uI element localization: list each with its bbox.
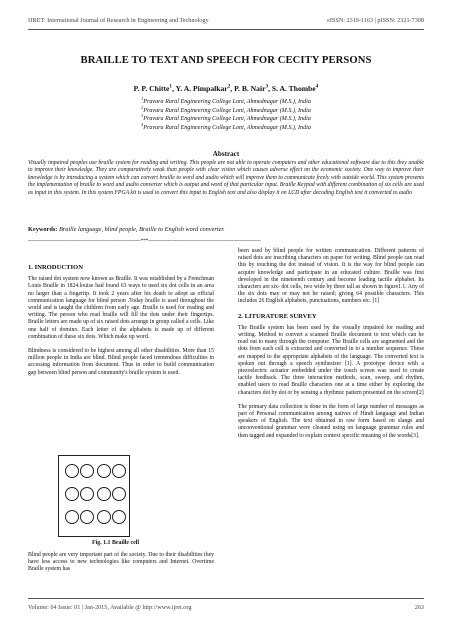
braille-dot: [80, 487, 94, 501]
affiliation: $^1$Pravara Rural Engineering College Loni, Ahmednagar (M.S.), India: [141, 95, 311, 105]
braille-dot: [65, 510, 79, 524]
paragraph: The primary data collection is done in the form of large number of messages as part of Personal communication among natives of Hindi language and Indian speakers of English. The text obtained in raw form based on slangs and unconventional grammar were cleaned using on language grammar rules and then tagged and expanded to explain context specific meaning of the words[3].: [238, 403, 424, 439]
footer-rule: [28, 598, 424, 599]
section-heading-literature-survey: 2. LITURATURE SURVEY: [238, 312, 317, 320]
author-name: S. A. Thombe: [271, 84, 316, 93]
paper-title: BRAILLE TO TEXT AND SPEECH FOR CECITY PERSONS: [80, 55, 372, 66]
affiliation: $^3$Pravara Rural Engineering College Loni, Ahmednagar (M.S.), India: [141, 113, 311, 123]
section-separator: ---------------------------------------------------------------------***---------------------------------------------------------------------: [28, 238, 261, 244]
right-column: [238, 248, 424, 447]
affiliations: [28, 95, 424, 132]
paragraph: Blind people are very important part of the society. Due to their disabilities they have less access to new technologies like computers and Internet. Overtime Braille system has: [28, 552, 214, 573]
journal-name: IJRET: International Journal of Research in Engineering and Technology: [28, 17, 209, 24]
abstract-heading: Abstract: [212, 150, 240, 158]
author-name: P. B. Nair: [234, 84, 266, 93]
left-column: [28, 264, 214, 384]
braille-dot: [80, 464, 94, 478]
issn: eISSN: 2319-1163 | pISSN: 2321-7308: [327, 17, 424, 24]
volume-info: Volume: 04 Issue: 01 | Jan-2015, Available @ http://www.ijret.org: [28, 604, 192, 611]
braille-dot: [97, 510, 111, 524]
paragraph: The raised dot system now known as Braille. It was established by a Frenchman Louis Braille in 1824.louise had found 63 ways to used six dot cells in an area no larger than a fingertip. It took 2 years after his death to adopt as official communication language for blind person .Today braille is used throughout the world and is taught the children from early age. Braille is used for reading and writing. The person who read braille will fill the dots under their fingertips. Braille letters are made up of six raised dots arrange in group called a cells. Like one half of domino. Each letter of the alphabets is made up of different combination of these six dots. Which make up word.: [28, 276, 214, 340]
braille-dot: [112, 487, 126, 501]
abstract-text: Visually impaired peoples use braille system for reading and writing. This people are not able to operate computers and other educational software due to this they unable to improve their knowledge. They are comparatively weak than people with clear vision which causes adverse effect on the economic society. One way to improve their knowledge is by introducing a system which can convert braille to word and audio which will improve them to communicate freely with outside world. This system presents the implementation of braille to word and audio converter which is output and word of that particular input. Braille Keypad with different combination of six cells are used as input in this system. In this system FPGA kit is used to convert this input to English text and also display it on LCD after decoding English text it converted to audio: [28, 160, 424, 196]
author-name: Y. A. Pimpalkar: [175, 84, 228, 93]
keywords-label: Keywords:: [28, 226, 58, 233]
braille-dot: [65, 464, 79, 478]
affiliation: $^2$Pravara Rural Engineering College Loni, Ahmednagar (M.S.), India: [141, 104, 311, 114]
braille-dot: [112, 510, 126, 524]
braille-dot: [65, 487, 79, 501]
braille-dot: [97, 487, 111, 501]
paragraph: The Braille system has been used by the visually impaired for reading and writing. Method to convert a scanned Braille document to text which can be read out to many through the computer. The Braille cells are segmented and the dots from each cell is extracted and converted in to a number sequence. These are mapped to the appropriate alphabets of the language. The converted text is spoken out through a speech synthesizer [1]. A prototype device with a piezoelectric actuator embedded under the touch screen was used to create tactile feedback. The three interaction methods, scan, sweep, and rhythm, enabled users to read Braille characters one at a time either by exploring the characters dot by dot or by sensing a rhythmic pattern presented on the screen[2]: [238, 324, 424, 396]
braille-cell-figure: [58, 455, 130, 537]
section-heading-introduction: 1. INRODUCTION: [28, 264, 83, 271]
affiliation: $^4$Pravara Rural Engineering College Loni, Ahmednagar (M.S.), India: [141, 121, 311, 131]
left-column-bottom: [28, 552, 214, 581]
braille-dot: [80, 510, 94, 524]
braille-dot: [97, 464, 111, 478]
author-name: P. P. Chitte: [133, 84, 170, 93]
keywords-text: Braille language, blind people, Braille to English word converter.: [57, 226, 225, 233]
braille-dot: [112, 464, 126, 478]
keywords: [28, 226, 424, 233]
header-rule: [28, 29, 424, 30]
author-list: P. P. Chitte$^1$, Y. A. Pimpalkar$^2$, P. B. Nair$^3$, S. A. Thombe$^4$: [133, 83, 319, 93]
page-number: 263: [414, 604, 424, 611]
paragraph: Blindness is considered to be highest among all other disabilities. More than 15 million people in India are blind. Blind people faced tremendous difficulties in accessing information from document. Thus in order to build communication gap between blind person and community's braille system is used.: [28, 348, 214, 376]
figure-caption: Fig. 1.1 Braille cell: [92, 540, 139, 546]
paragraph: been used by blind people for written communication. Different patterns of raised dots are inscribing characters on paper for writing. Blind people can read this by touching the dot instead of vision. It is the way for blind people can acquire knowledge and participate in an educated culture. Braille was first developed in the nineteenth century and become leading tactile alphabet. Its characters are six- dot cells, two wide by three tall as shown in figure1.1. Any of the six dots may or may not be raised; giving 64 possible characters. This includes 26 English alphabets, punctuations, numbers etc. [1]: [238, 248, 424, 305]
